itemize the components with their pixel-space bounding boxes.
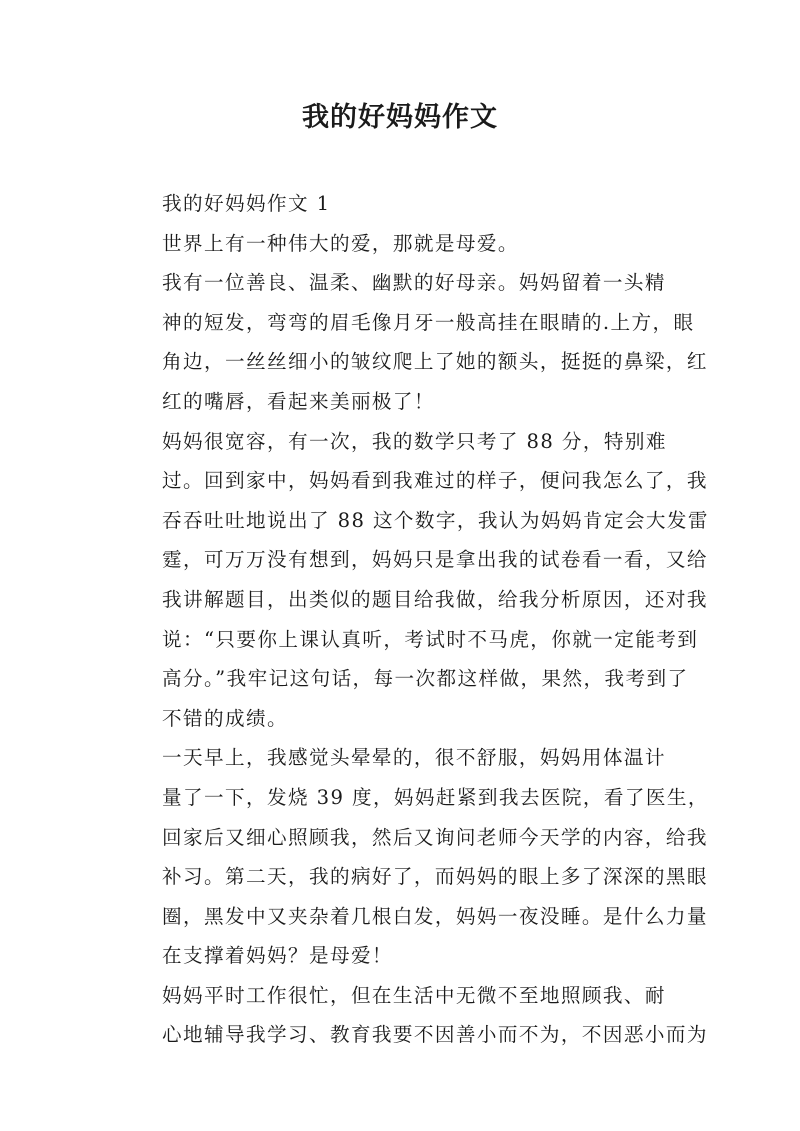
- text-line: 一天早上，我感觉头晕晕的，很不舒服，妈妈用体温计: [162, 746, 666, 770]
- text-line: 过。回到家中，妈妈看到我难过的样子，便问我怎么了，我: [162, 469, 708, 493]
- text-line: 圈，黑发中又夹杂着几根白发，妈妈一夜没睡。是什么力量: [162, 904, 708, 928]
- text-line: 妈妈很宽容，有一次，我的数学只考了 88 分，特别难: [162, 429, 667, 453]
- text-line: 回家后又细心照顾我，然后又询问老师今天学的内容，给我: [162, 825, 708, 849]
- text-line: 高分。”我牢记这句话，每一次都这样做，果然，我考到了: [162, 667, 689, 691]
- paragraph: [121, 263, 708, 421]
- text-line: 心地辅导我学习、教育我要不因善小而不为，不因恶小而为: [162, 1023, 708, 1047]
- paragraph: [121, 738, 709, 976]
- document-title: 我的好妈妈作文: [302, 102, 498, 133]
- text-line: 说：“只要你上课认真听，考试时不马虎，你就一定能考到: [162, 627, 699, 651]
- text-line: 不错的成绩。: [162, 706, 288, 730]
- text-line: 妈妈平时工作很忙，但在生活中无微不至地照顾我、耐: [162, 983, 666, 1007]
- paragraph: [121, 422, 709, 739]
- text-line: 红的嘴唇，看起来美丽极了！: [162, 389, 435, 413]
- text-line: 世界上有一种伟大的爱，那就是母爱。: [162, 231, 519, 255]
- text-line: 我的好妈妈作文 1: [162, 192, 331, 215]
- text-line: 神的短发，弯弯的眉毛像月牙一般高挂在眼睛的.上方，眼: [162, 310, 695, 334]
- text-line: 量了一下，发烧 39 度，妈妈赶紧到我去医院，看了医生，: [162, 785, 709, 809]
- paragraph: [121, 976, 708, 1055]
- text-line: 我讲解题目，出类似的题目给我做，给我分析原因，还对我: [162, 587, 708, 611]
- text-line: 吞吞吐吐地说出了 88 这个数字，我认为妈妈肯定会大发雷: [162, 508, 709, 532]
- paragraph: [121, 184, 685, 224]
- text-line: 角边，一丝丝细小的皱纹爬上了她的额头，挺挺的鼻梁，红: [162, 350, 708, 374]
- text-line: 霆，可万万没有想到，妈妈只是拿出我的试卷看一看，又给: [162, 548, 708, 572]
- text-line: 补习。第二天，我的病好了，而妈妈的眼上多了深深的黑眼: [162, 865, 708, 889]
- text-line: 在支撑着妈妈？是母爱！: [162, 944, 393, 968]
- text-line: 我有一位善良、温柔、幽默的好母亲。妈妈留着一头精: [162, 271, 666, 295]
- paragraph: [121, 224, 685, 264]
- document-body: [121, 184, 709, 1055]
